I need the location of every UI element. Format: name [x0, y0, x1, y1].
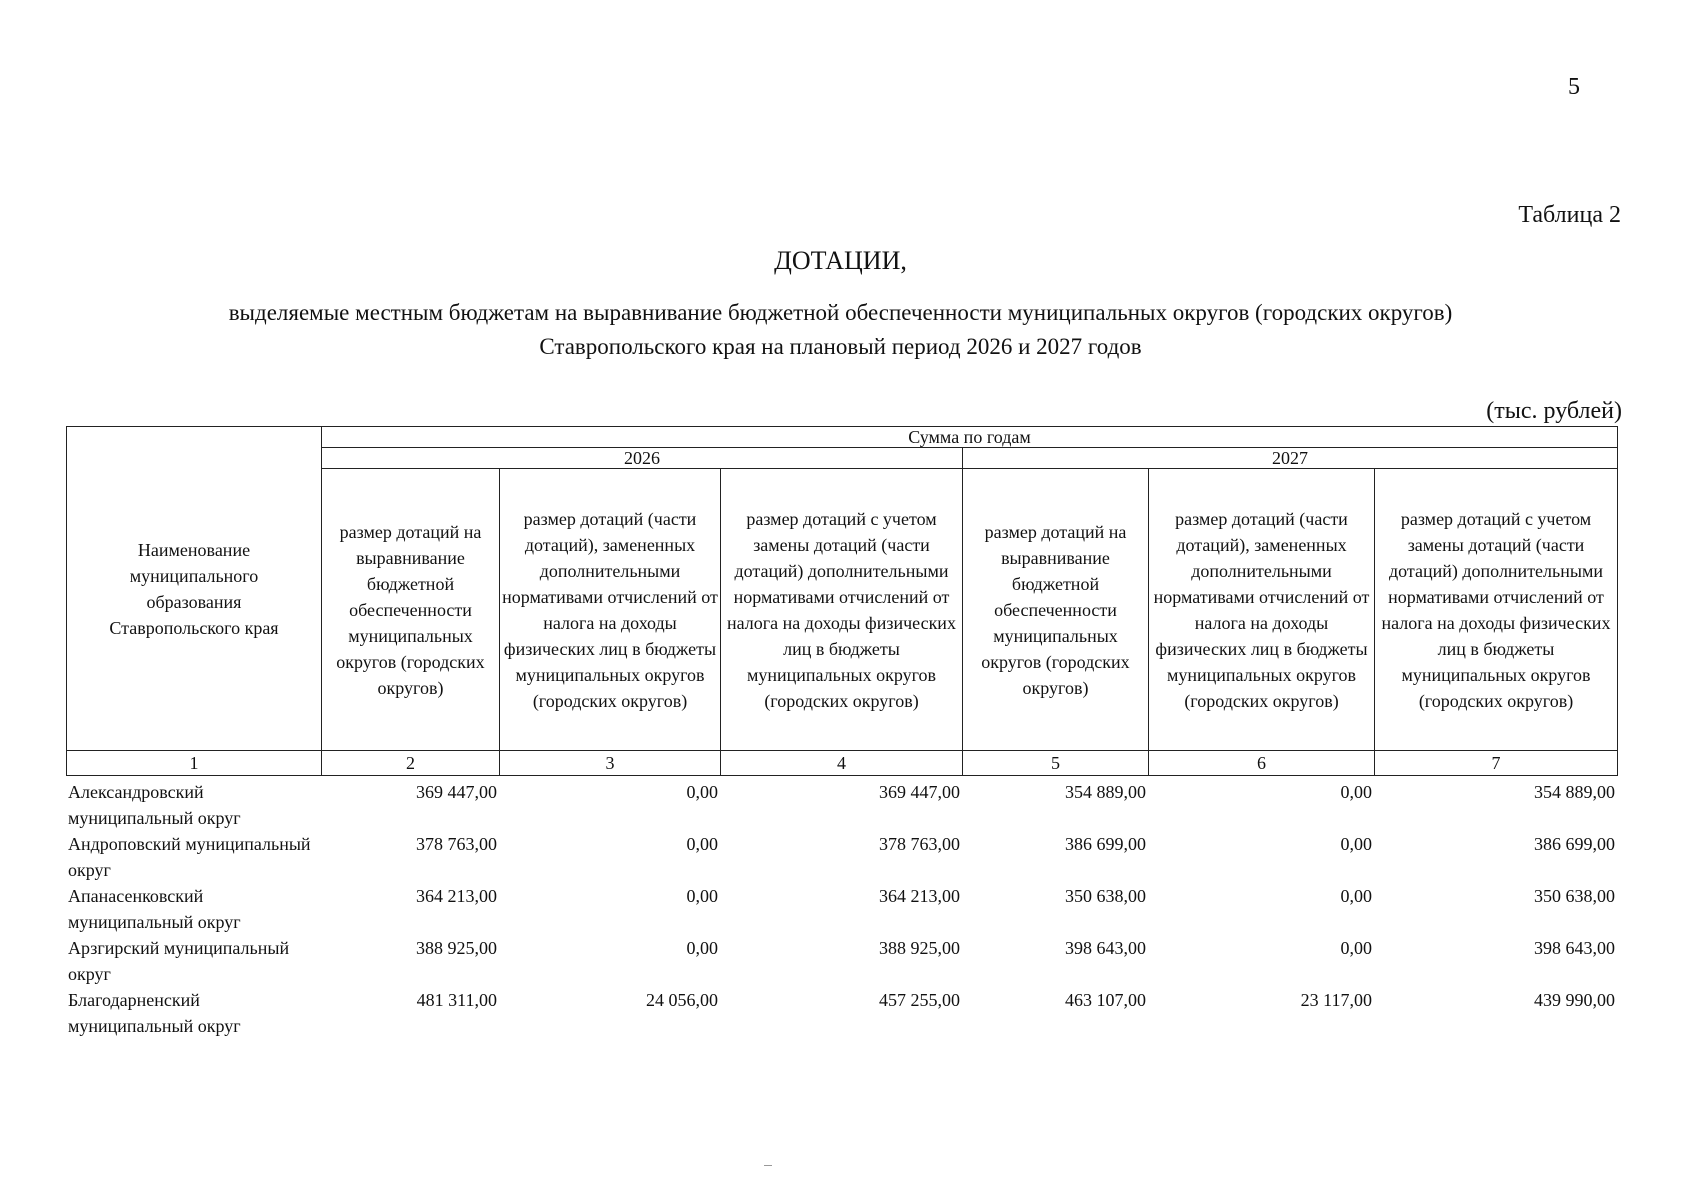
row-name: Арзгирский муниципальный округ	[68, 938, 290, 984]
row-value-col3: 0,00	[686, 834, 718, 854]
row-value-col3: 24 056,00	[646, 990, 718, 1010]
column-number-4: 4	[721, 751, 963, 776]
header-sum-by-years: Сумма по годам	[322, 427, 1618, 448]
data-table	[66, 779, 1617, 1039]
page-number: 5	[1568, 74, 1580, 100]
document-subtitle	[110, 296, 1571, 364]
row-value-col4: 457 255,00	[879, 990, 960, 1010]
header-year-2027: 2027	[963, 448, 1618, 469]
table-label: Таблица 2	[1518, 202, 1621, 228]
row-value-col5: 350 638,00	[1065, 886, 1146, 906]
header-col-7: размер дотаций с учетом замены дотаций (части дотаций) дополнительными нормативами отчислений от налога на доходы физических лиц в бюджеты муниципальных округов (городских округов)	[1375, 469, 1618, 751]
column-number-6: 6	[1149, 751, 1375, 776]
column-number-3: 3	[500, 751, 721, 776]
header-col-5: размер дотаций на выравнивание бюджетной обеспеченности муниципальных округов (городских округов)	[963, 469, 1149, 751]
header-col-6: размер дотаций (части дотаций), замененных дополнительными нормативами отчислений от налога на доходы физических лиц в бюджеты муниципальных округов (городских округов)	[1149, 469, 1375, 751]
row-value-col6: 0,00	[1340, 938, 1372, 958]
row-value-col7: 350 638,00	[1534, 886, 1615, 906]
table-row	[66, 779, 1617, 831]
header-col-2: размер дотаций на выравнивание бюджетной обеспеченности муниципальных округов (городских округов)	[322, 469, 500, 751]
row-name: Александровский муниципальный округ	[68, 782, 241, 828]
row-value-col4: 369 447,00	[879, 782, 960, 802]
row-value-col7: 354 889,00	[1534, 782, 1615, 802]
row-name: Благодарненский муниципальный округ	[68, 990, 241, 1036]
row-value-col2: 369 447,00	[416, 782, 497, 802]
row-value-col6: 23 117,00	[1300, 990, 1372, 1010]
subtitle-line-2: Ставропольского края на плановый период 2026 и 2027 годов	[539, 334, 1142, 359]
units-label: (тыс. рублей)	[1486, 398, 1622, 424]
row-value-col3: 0,00	[686, 938, 718, 958]
table-row	[66, 987, 1617, 1039]
row-value-col2: 364 213,00	[416, 886, 497, 906]
row-name: Андроповский муниципальный округ	[68, 834, 311, 880]
column-number-2: 2	[322, 751, 500, 776]
header-col-4: размер дотаций с учетом замены дотаций (части дотаций) дополнительными нормативами отчислений от налога на доходы физических лиц в бюджеты муниципальных округов (городских округов)	[721, 469, 963, 751]
column-number-5: 5	[963, 751, 1149, 776]
row-value-col3: 0,00	[686, 886, 718, 906]
subtitle-line-1: выделяемые местным бюджетам на выравнивание бюджетной обеспеченности муниципальных округов (городских округов)	[228, 300, 1453, 325]
table-row	[66, 831, 1617, 883]
scan-mark	[764, 1165, 772, 1166]
row-value-col4: 364 213,00	[879, 886, 960, 906]
row-value-col2: 388 925,00	[416, 938, 497, 958]
header-year-2026: 2026	[322, 448, 963, 469]
row-value-col7: 386 699,00	[1534, 834, 1615, 854]
row-value-col6: 0,00	[1340, 782, 1372, 802]
row-value-col5: 463 107,00	[1065, 990, 1146, 1010]
row-value-col4: 378 763,00	[879, 834, 960, 854]
row-value-col5: 398 643,00	[1065, 938, 1146, 958]
row-value-col7: 398 643,00	[1534, 938, 1615, 958]
row-value-col4: 388 925,00	[879, 938, 960, 958]
document-title: ДОТАЦИИ,	[774, 246, 907, 275]
row-value-col2: 378 763,00	[416, 834, 497, 854]
row-value-col5: 354 889,00	[1065, 782, 1146, 802]
row-value-col6: 0,00	[1340, 886, 1372, 906]
table-row	[66, 883, 1617, 935]
row-value-col3: 0,00	[686, 782, 718, 802]
row-value-col5: 386 699,00	[1065, 834, 1146, 854]
table-header	[66, 426, 1618, 776]
header-name-column: Наименование муниципального образования Ставропольского края	[67, 427, 322, 751]
row-value-col2: 481 311,00	[416, 990, 497, 1010]
row-value-col6: 0,00	[1340, 834, 1372, 854]
header-col-3: размер дотаций (части дотаций), замененных дополнительными нормативами отчислений от налога на доходы физических лиц в бюджеты муниципальных округов (городских округов)	[500, 469, 721, 751]
column-number-7: 7	[1375, 751, 1618, 776]
row-name: Апанасенковский муниципальный округ	[68, 886, 241, 932]
column-number-1: 1	[67, 751, 322, 776]
row-value-col7: 439 990,00	[1534, 990, 1615, 1010]
table-row	[66, 935, 1617, 987]
